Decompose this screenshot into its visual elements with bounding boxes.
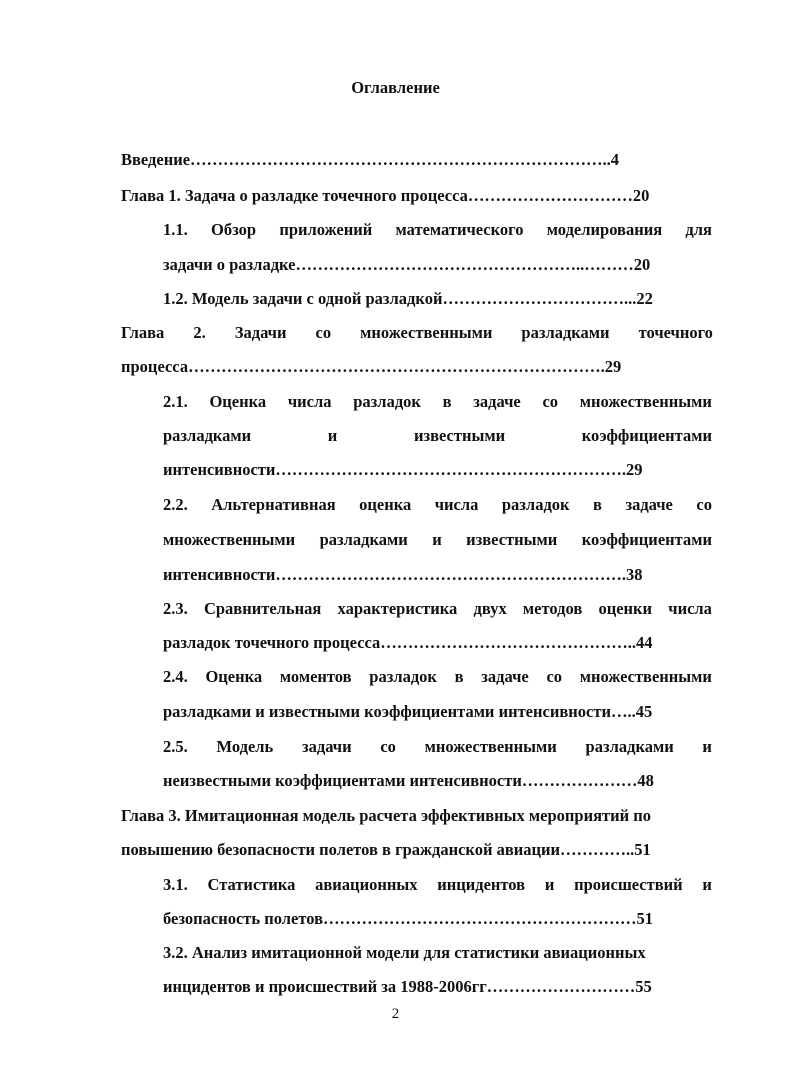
word: множественными [424, 737, 557, 756]
toc-entry-3-2-line-2[interactable]: инцидентов и происшествий за 1988-2006гг………………………55 [163, 977, 652, 996]
word: разладками [163, 426, 252, 445]
toc-entry-3-2-line-1[interactable]: 3.2. Анализ имитационной модели для статистики авиационных [163, 943, 646, 962]
toc-entry-2-2-line-3[interactable]: интенсивности……………………………………………………….38 [163, 565, 643, 584]
word: 2.4. [163, 667, 188, 686]
word: задачи [301, 737, 352, 756]
word: разладок [369, 667, 437, 686]
toc-entry-chapter-3-line-2[interactable]: повышению безопасности полетов в гражданской авиации…………..51 [121, 840, 651, 859]
word: в [442, 392, 452, 411]
toc-entry-2-2-line-2[interactable] [163, 530, 712, 550]
word: и [327, 426, 338, 445]
word: приложений [279, 220, 373, 239]
word: разладок [501, 495, 570, 514]
word: для [685, 220, 712, 239]
toc-entry-2-1-line-3[interactable]: интенсивности……………………………………………………….29 [163, 460, 643, 479]
word: оценка [359, 495, 412, 514]
word: Оценка [205, 667, 263, 686]
toc-entry-2-1-line-2[interactable] [163, 426, 712, 446]
word: происшествий [574, 875, 683, 894]
toc-entry-1-1-line-1[interactable] [163, 220, 712, 240]
word: Альтернативная [211, 495, 336, 514]
toc-entry-2-2-line-1[interactable] [163, 495, 712, 515]
toc-entry-2-1-line-1[interactable] [163, 392, 712, 412]
word: математического [395, 220, 524, 239]
word: разладками [585, 737, 674, 756]
toc-title: Оглавление [351, 78, 440, 97]
word: Модель [216, 737, 274, 756]
word: известными [413, 426, 506, 445]
word: Статистика [207, 875, 296, 894]
word: 2. [193, 323, 206, 342]
word: 2.1. [163, 392, 188, 411]
toc-entry-3-1-line-2[interactable]: безопасность полетов…………………………………………………51 [163, 909, 654, 928]
word: 3.1. [163, 875, 188, 894]
page-number: 2 [391, 1006, 400, 1022]
toc-entry-chapter-2-line-1[interactable] [121, 323, 713, 343]
word: Глава [121, 323, 165, 342]
word: инцидентов [437, 875, 526, 894]
word: Сравнительная [203, 599, 322, 618]
word: оценки [598, 599, 653, 618]
word: и [702, 875, 712, 894]
word: и [432, 530, 442, 549]
word: со [546, 667, 563, 686]
word: со [380, 737, 396, 756]
word: и [544, 875, 555, 894]
word: коэффициентами [581, 426, 712, 445]
word: точечного [638, 323, 713, 342]
toc-entry-2-4-line-1[interactable] [163, 667, 712, 687]
word: авиационных [315, 875, 418, 894]
word: 1.1. [163, 220, 188, 239]
word: моделирования [546, 220, 663, 239]
word: двух [473, 599, 507, 618]
toc-entry-introduction[interactable]: Введение…………………………………………………………………..4 [121, 150, 620, 169]
word: разладками [521, 323, 610, 342]
toc-entry-3-1-line-1[interactable] [163, 875, 712, 895]
toc-entry-chapter-1[interactable]: Глава 1. Задача о разладке точечного процесса…………………………20 [121, 186, 650, 205]
word: числа [287, 392, 332, 411]
toc-entry-chapter-2-line-2[interactable]: процесса………………………………………………………………….29 [121, 357, 622, 376]
toc-entry-2-5-line-2[interactable]: неизвестными коэффициентами интенсивности…………………48 [163, 771, 654, 790]
word: характеристика [337, 599, 458, 618]
word: числа [668, 599, 712, 618]
word: задаче [481, 667, 529, 686]
word: Задачи [234, 323, 287, 342]
word: задаче [625, 495, 673, 514]
word: задаче [473, 392, 521, 411]
toc-entry-1-2[interactable]: 1.2. Модель задачи с одной разладкой……………………………...22 [163, 289, 653, 308]
word: известными [466, 530, 558, 549]
toc-entry-2-3-line-1[interactable] [163, 599, 712, 619]
word: разладок [353, 392, 421, 411]
word: множественными [163, 530, 296, 549]
word: со [542, 392, 559, 411]
word: методов [522, 599, 583, 618]
word: и [702, 737, 712, 756]
word: Оценка [209, 392, 267, 411]
word: в [593, 495, 602, 514]
word: моментов [279, 667, 352, 686]
toc-entry-2-3-line-2[interactable]: разладок точечного процесса………………………………………..44 [163, 633, 653, 652]
word: со [696, 495, 712, 514]
word: со [315, 323, 332, 342]
word: множественными [579, 392, 712, 411]
toc-entry-chapter-3-line-1[interactable]: Глава 3. Имитационная модель расчета эффективных мероприятий по [121, 806, 652, 825]
word: Обзор [211, 220, 257, 239]
word: в [454, 667, 464, 686]
word: 2.3. [163, 599, 188, 618]
word: 2.2. [163, 495, 188, 514]
toc-entry-2-4-line-2[interactable]: разладками и известными коэффициентами интенсивности…..45 [163, 702, 653, 721]
word: числа [434, 495, 479, 514]
word: 2.5. [163, 737, 188, 756]
word: разладками [319, 530, 408, 549]
word: множественными [360, 323, 493, 342]
toc-entry-2-5-line-1[interactable] [163, 737, 712, 757]
word: коэффициентами [581, 530, 712, 549]
word: множественными [579, 667, 712, 686]
toc-entry-1-1-line-2[interactable]: задачи о разладке……………………………………………..………20 [163, 255, 651, 274]
